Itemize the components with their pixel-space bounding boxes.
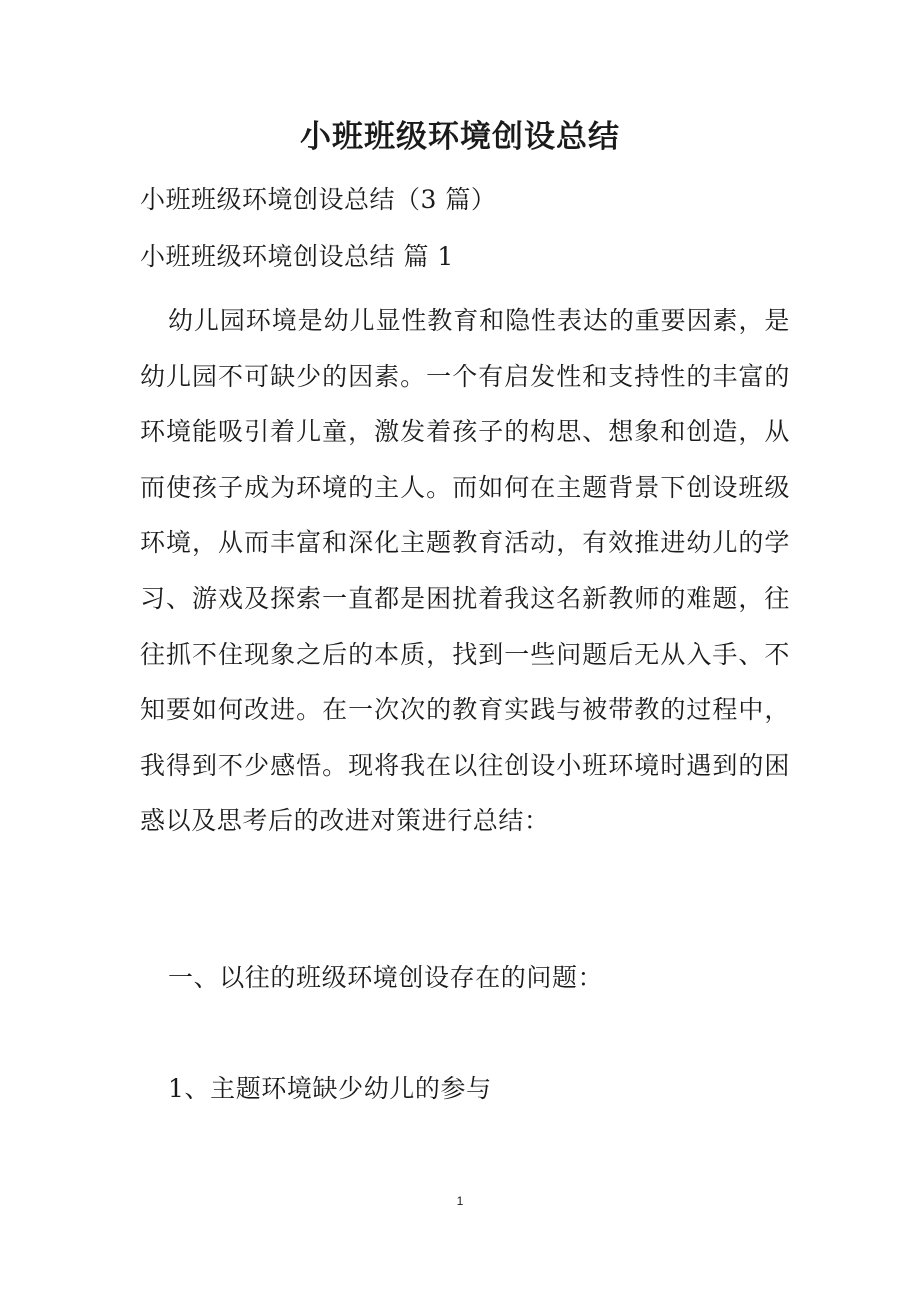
chapter-heading: 小班班级环境创设总结 篇 1 bbox=[140, 242, 454, 271]
item-heading: 1、主题环境缺少幼儿的参与 bbox=[168, 1074, 492, 1103]
body-paragraph: 幼儿园环境是幼儿显性教育和隐性表达的重要因素，是幼儿园不可缺少的因素。一个有启发性和支持性的丰富的环境能吸引着儿童，激发着孩子的构思、想象和创造，从而使孩子成为环境的主人。而如何在主题背景下创设班级环境，从而丰富和深化主题教育活动，有效推进幼儿的学习、游戏及探索一直都是困扰着我这名新教师的难题，往往抓不住现象之后的本质，找到一些问题后无从入手、不知要如何改进。在一次次的教育实践与被带教的过程中，我得到不少感悟。现将我在以往创设小班环境时遇到的困惑以及思考后的改进对策进行总结： bbox=[140, 306, 790, 836]
page-number: 1 bbox=[456, 1194, 464, 1208]
document-subtitle: 小班班级环境创设总结（3 篇） bbox=[140, 185, 497, 214]
document-title: 小班班级环境创设总结 bbox=[300, 119, 620, 155]
section-heading: 一、以往的班级环境创设存在的问题： bbox=[168, 963, 604, 992]
